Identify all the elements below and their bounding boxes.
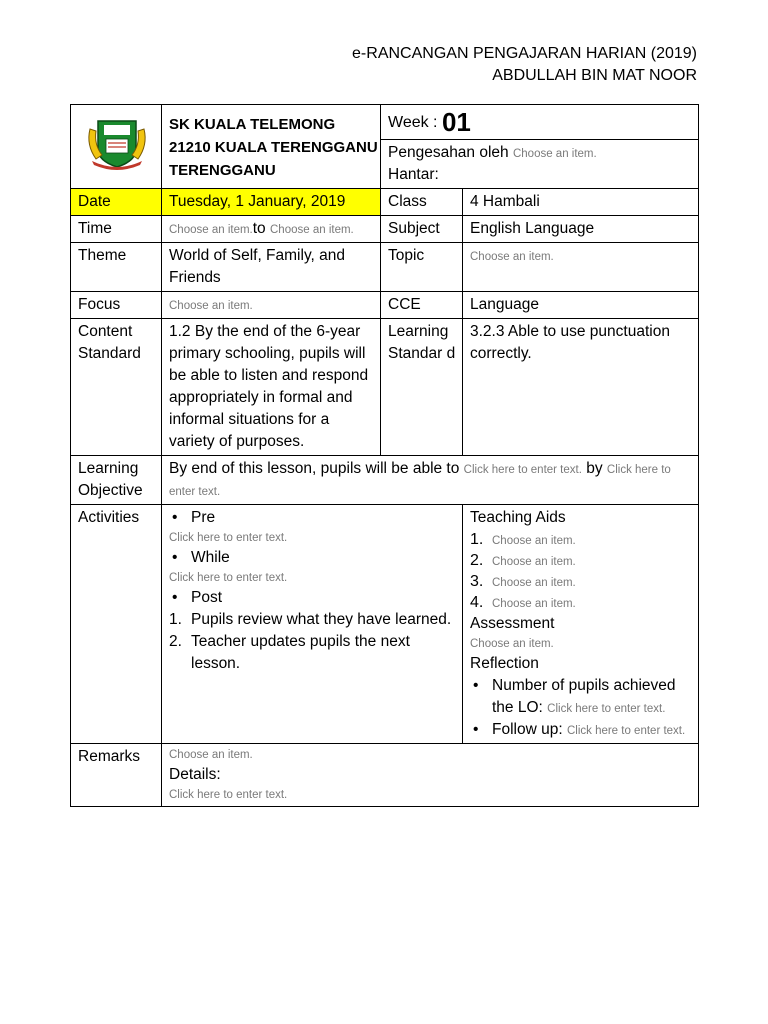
- topic-label: Topic: [381, 243, 463, 292]
- activity-while: [169, 547, 456, 569]
- reflection-follow-input[interactable]: Click here to enter text.: [566, 725, 686, 737]
- list-item: [470, 571, 692, 592]
- remarks-dropdown[interactable]: Choose an item.: [169, 749, 253, 761]
- pengesahan-dropdown[interactable]: Choose an item.: [512, 148, 597, 160]
- date-label: Date: [71, 189, 162, 216]
- content-standard-label: Content Standard: [71, 319, 162, 456]
- activities-label: Activities: [71, 505, 162, 744]
- activities-cell: [162, 505, 463, 744]
- teaching-aid-dropdown[interactable]: Choose an item.: [492, 577, 576, 589]
- learning-objective-method-input[interactable]: Click here to enter text.: [169, 464, 671, 498]
- reflection-lo-input[interactable]: Click here to enter text.: [547, 703, 666, 715]
- school-state: TERENGGANU: [169, 162, 276, 179]
- time-label: Time: [71, 216, 162, 243]
- week-value[interactable]: 01: [441, 106, 471, 137]
- list-number: 2.: [169, 633, 182, 650]
- activity-post: [169, 587, 456, 609]
- cce-value[interactable]: Language: [463, 292, 699, 319]
- list-number: 4.: [470, 594, 484, 611]
- reflection-lo-label: Number of pupils achieved the LO:: [492, 677, 676, 716]
- activity-pre-input[interactable]: Click here to enter text.: [169, 532, 288, 544]
- topic-dropdown[interactable]: Choose an item.: [470, 251, 554, 263]
- list-item: [470, 529, 692, 550]
- week-cell: [381, 105, 699, 140]
- activity-post-label: Post: [191, 589, 223, 606]
- teacher-name: ABDULLAH BIN MAT NOOR: [492, 67, 697, 84]
- pengesahan-label: Pengesahan oleh: [388, 144, 513, 161]
- document-title: e-RANCANGAN PENGAJARAN HARIAN (2019): [352, 45, 697, 62]
- school-address: 21210 KUALA TERENGGANU: [169, 139, 378, 156]
- learning-objective-input[interactable]: Click here to enter text.: [463, 464, 582, 476]
- cce-label: CCE: [381, 292, 463, 319]
- theme-value[interactable]: World of Self, Family, and Friends: [162, 243, 381, 292]
- learning-objective-by: by: [581, 460, 607, 477]
- activity-while-label: While: [191, 549, 230, 566]
- activity-pre: [169, 507, 456, 529]
- subject-label: Subject: [381, 216, 463, 243]
- details-label: Details:: [169, 766, 221, 783]
- learning-objective-text: By end of this lesson, pupils will be able to: [169, 460, 464, 477]
- reflection-follow-label: Follow up:: [492, 721, 567, 738]
- content-standard-value[interactable]: 1.2 By the end of the 6-year primary schooling, pupils will be able to listen and respond appropriately in formal and informal situations for a variety of purposes.: [162, 319, 381, 456]
- aids-assessment-cell: [463, 505, 699, 744]
- teaching-aid-dropdown[interactable]: Choose an item.: [492, 598, 576, 610]
- time-cell: [162, 216, 381, 243]
- school-crest-icon: [84, 115, 150, 171]
- teaching-aids-label: Teaching Aids: [470, 509, 566, 526]
- learning-objective-label: Learning Objective: [71, 456, 162, 505]
- list-number: 2.: [470, 552, 484, 569]
- week-label: Week :: [388, 113, 442, 131]
- assessment-dropdown[interactable]: Choose an item.: [470, 638, 554, 650]
- hantar-label: Hantar:: [388, 166, 439, 183]
- class-label: Class: [381, 189, 463, 216]
- list-number: 3.: [470, 573, 484, 590]
- reflection-follow-up: [470, 719, 692, 741]
- list-item: [169, 631, 456, 675]
- approval-cell: [381, 140, 699, 189]
- logo-cell: [71, 105, 162, 189]
- learning-standard-value[interactable]: 3.2.3 Able to use punctuation correctly.: [463, 319, 699, 456]
- date-value[interactable]: Tuesday, 1 January, 2019: [162, 189, 381, 216]
- time-start-dropdown[interactable]: Choose an item.: [169, 224, 253, 236]
- time-to: to: [252, 220, 266, 237]
- school-name: SK KUALA TELEMONG: [169, 116, 336, 133]
- class-value[interactable]: 4 Hambali: [463, 189, 699, 216]
- learning-standard-label: Learning Standar d: [381, 319, 463, 456]
- list-item: [470, 592, 692, 613]
- topic-cell: [463, 243, 699, 292]
- time-end-dropdown[interactable]: Choose an item.: [270, 224, 354, 236]
- activity-pre-label: Pre: [191, 509, 216, 526]
- details-input[interactable]: Click here to enter text.: [169, 789, 288, 801]
- subject-value[interactable]: English Language: [463, 216, 699, 243]
- list-item: [470, 550, 692, 571]
- focus-cell: [162, 292, 381, 319]
- activity-while-input[interactable]: Click here to enter text.: [169, 572, 288, 584]
- focus-dropdown[interactable]: Choose an item.: [169, 300, 253, 312]
- teaching-aid-dropdown[interactable]: Choose an item.: [492, 535, 576, 547]
- reflection-label: Reflection: [470, 655, 539, 672]
- school-info-cell: [162, 105, 381, 189]
- theme-label: Theme: [71, 243, 162, 292]
- list-item: [169, 609, 456, 631]
- remarks-label: Remarks: [71, 744, 162, 807]
- reflection-lo: [470, 675, 692, 719]
- list-number: 1.: [470, 531, 484, 548]
- list-number: 1.: [169, 611, 182, 628]
- post-item-text[interactable]: Teacher updates pupils the next lesson.: [191, 633, 410, 672]
- assessment-label: Assessment: [470, 615, 555, 632]
- teaching-aid-dropdown[interactable]: Choose an item.: [492, 556, 576, 568]
- learning-objective-cell: [162, 456, 699, 505]
- lesson-plan-table: [70, 104, 699, 807]
- post-item-text[interactable]: Pupils review what they have learned.: [191, 611, 452, 628]
- focus-label: Focus: [71, 292, 162, 319]
- remarks-cell: [162, 744, 699, 807]
